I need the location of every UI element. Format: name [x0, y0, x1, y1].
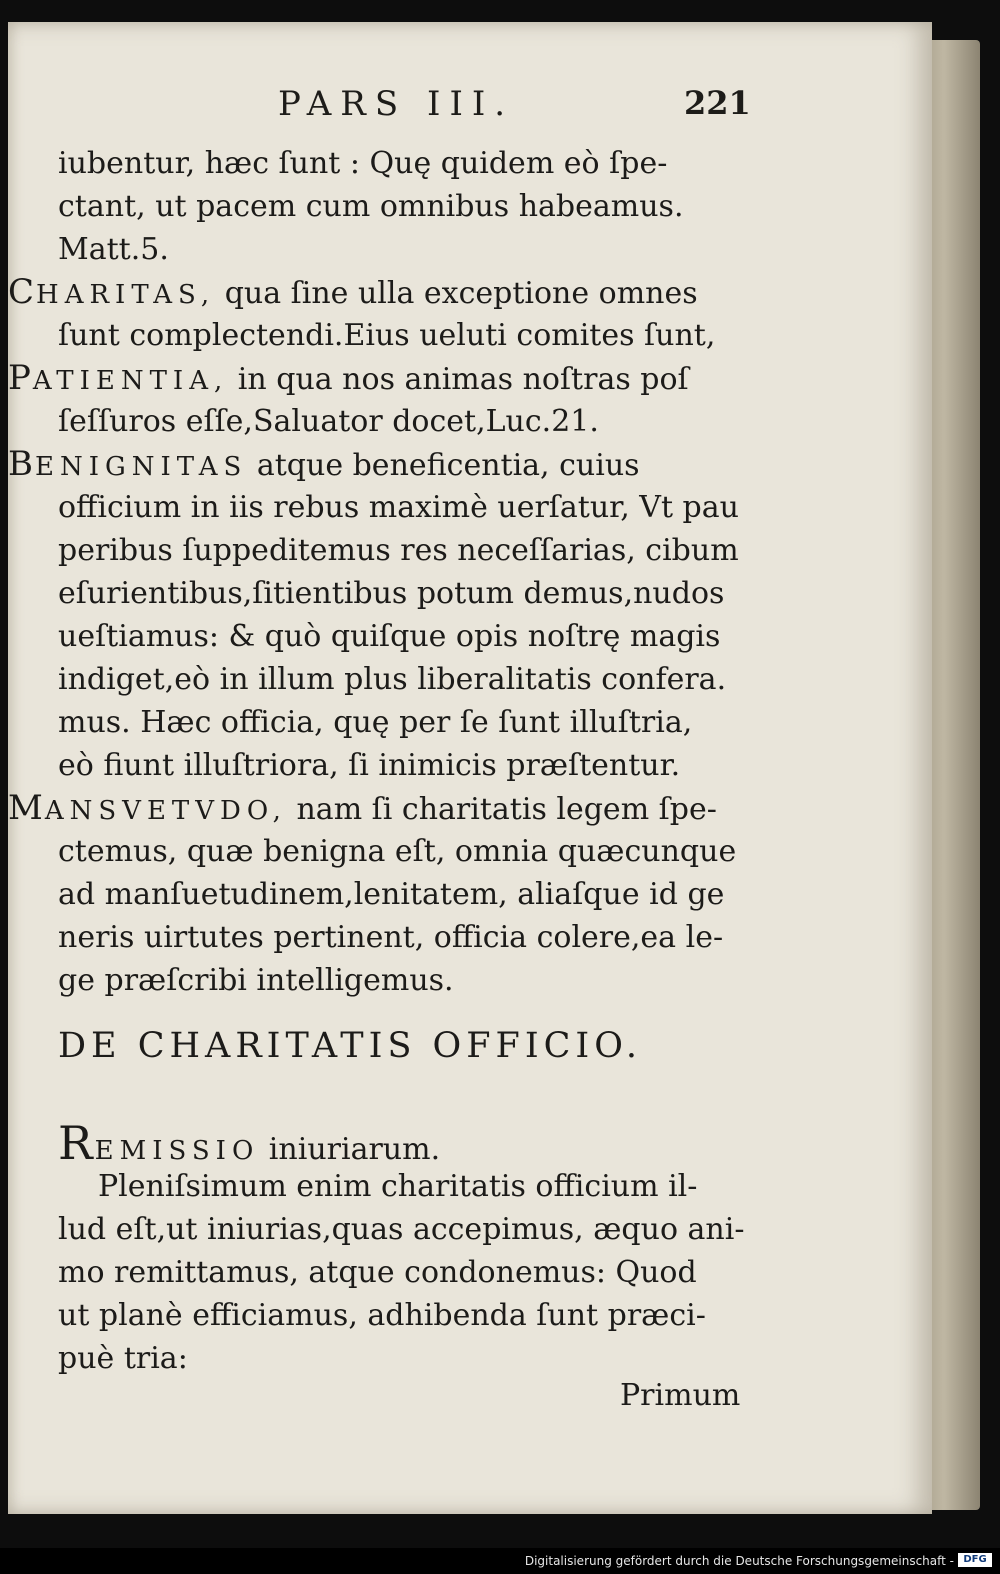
line-text: ad manſuetudinem,lenitatem, aliaſque id ge	[58, 877, 725, 912]
section-line: mo remittamus, atque condonemus: Quod	[58, 1255, 697, 1290]
page-number: 221	[684, 84, 751, 122]
dropcap: R	[58, 1116, 95, 1170]
small-caps-term	[8, 358, 229, 398]
line-text: ge præſcribi intelligemus.	[58, 963, 454, 998]
small-caps-rest: ATIENTIA,	[32, 366, 229, 396]
text-line	[8, 658, 932, 701]
line-text: peribus ſuppeditemus res neceſſarias, cibum	[58, 533, 739, 568]
section-line: Pleniſsimum enim charitatis officium il-	[98, 1169, 698, 1204]
small-caps-term	[8, 788, 287, 828]
text-line	[8, 830, 932, 873]
line-text: qua ſine ulla exceptione omnes	[215, 276, 698, 311]
text-line	[8, 400, 932, 443]
line-text: ctant, ut pacem cum omnibus habeamus.	[58, 189, 684, 224]
line-text: ſeſſuros eſſe,Saluator docet,Luc.21.	[58, 404, 599, 439]
body-text	[8, 142, 932, 1002]
running-head	[8, 84, 932, 134]
section-first-line	[8, 1116, 932, 1170]
line-text: atque beneficentia, cuius	[247, 448, 640, 483]
line-text: Matt.5.	[58, 232, 169, 267]
text-line	[8, 142, 932, 185]
small-caps-rest: HARITAS,	[36, 280, 216, 310]
line-text: in qua nos animas noſtras poſ	[228, 362, 689, 397]
text-line	[8, 916, 932, 959]
small-caps-term	[8, 272, 216, 312]
line-text: iubentur, hæc ſunt : Quę quidem eò ſpe-	[58, 146, 668, 181]
initial-letter: M	[8, 788, 45, 828]
line-text: indiget,eò in illum plus liberalitatis confera.	[58, 662, 727, 697]
line-text: eò fiunt illuſtriora, ſi inimicis præſtentur.	[58, 748, 681, 783]
text-line	[8, 443, 932, 486]
initial-letter: P	[8, 358, 33, 398]
text-line	[8, 572, 932, 615]
line-text: nam ſi charitatis legem ſpe-	[286, 792, 717, 827]
text-line	[8, 787, 932, 830]
text-line	[8, 959, 932, 1002]
section-line: puè tria:	[58, 1341, 188, 1376]
text-line	[8, 185, 932, 228]
text-line	[8, 873, 932, 916]
text-line	[8, 357, 932, 400]
text-line	[8, 228, 932, 271]
initial-letter: C	[8, 272, 37, 312]
text-line	[8, 615, 932, 658]
small-caps-rest: ENIGNITAS	[35, 452, 248, 482]
line-text: ſunt complectendi.Eius ueluti comites ſunt,	[58, 318, 716, 353]
line-text: ueſtiamus: & quò quiſque opis noſtrę magis	[58, 619, 721, 654]
line-text: ctemus, quæ benigna eſt, omnia quæcunque	[58, 834, 737, 869]
section-first-line-rest: iniuriarum.	[259, 1132, 441, 1167]
section-line: ut planè efficiamus, adhibenda ſunt præci-	[58, 1298, 706, 1333]
funding-credit: Digitalisierung gefördert durch die Deutsche Forschungsgemeinschaft -	[524, 1554, 954, 1568]
text-line	[8, 486, 932, 529]
dropcap-small-caps: EMISSIO	[94, 1136, 260, 1166]
catchword: Primum	[620, 1378, 741, 1413]
text-line	[8, 271, 932, 314]
small-caps-rest: ANSVETVDO,	[44, 796, 287, 826]
dfg-logo-icon: DFG	[958, 1553, 992, 1567]
text-line	[8, 744, 932, 787]
section-heading: DE CHARITATIS OFFICIO.	[58, 1026, 643, 1066]
section-text	[8, 1116, 932, 1380]
line-text: mus. Hæc officia, quę per ſe ſunt illuſtria,	[58, 705, 693, 740]
line-text: eſurientibus,ſitientibus potum demus,nudos	[58, 576, 725, 611]
line-text: officium in iis rebus maximè uerſatur, Vt pau	[58, 490, 739, 525]
running-title: PARS III.	[278, 84, 515, 124]
line-text: neris uirtutes pertinent, officia colere,ea le-	[58, 920, 724, 955]
small-caps-term	[8, 444, 248, 484]
text-line	[8, 701, 932, 744]
section-line: lud eſt,ut iniurias,quas accepimus, æquo ani-	[58, 1212, 745, 1247]
book-page	[8, 22, 932, 1514]
text-line	[8, 529, 932, 572]
initial-letter: B	[8, 444, 35, 484]
text-line	[8, 314, 932, 357]
footer-bar	[0, 1548, 1000, 1574]
